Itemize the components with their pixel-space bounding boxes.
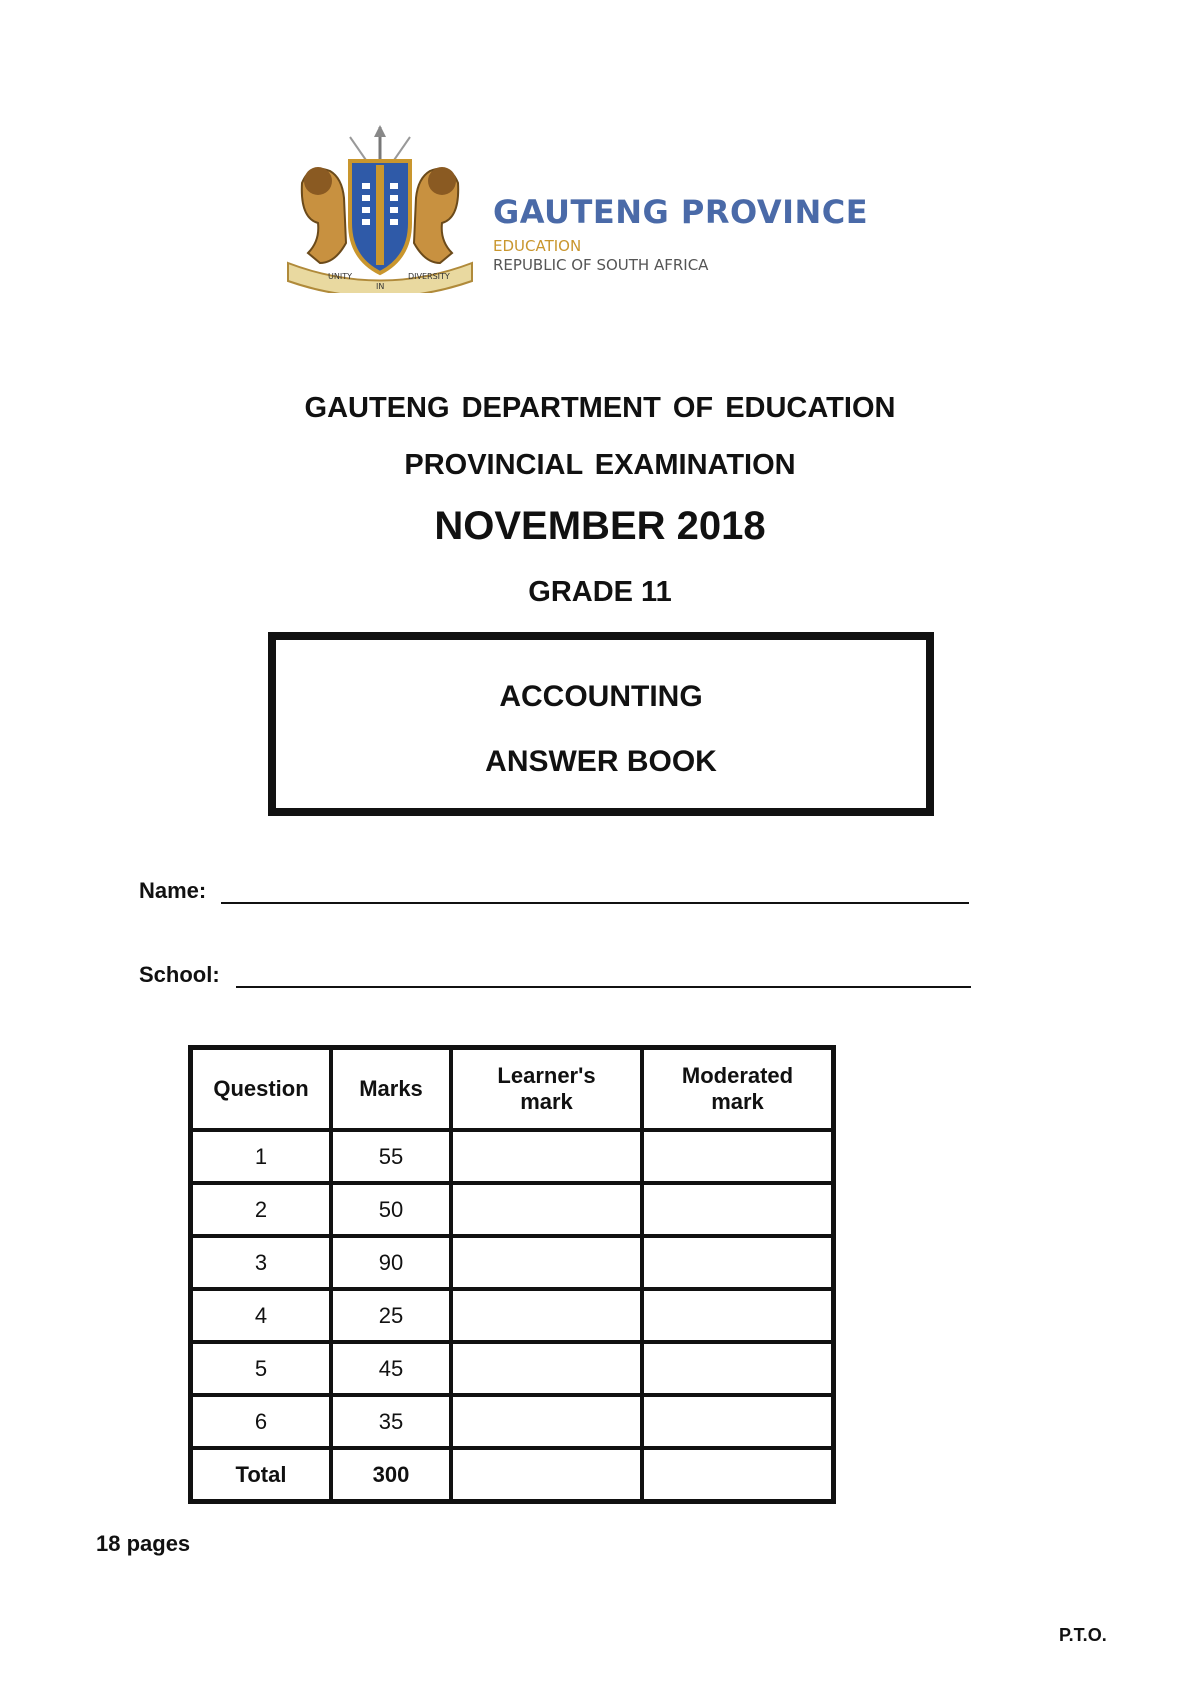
marks-cell: 35 xyxy=(331,1395,451,1448)
page-count: 18 pages xyxy=(96,1531,191,1556)
school-label: School: xyxy=(139,962,220,987)
moderated-mark-cell[interactable] xyxy=(642,1395,834,1448)
question-cell: 2 xyxy=(191,1183,332,1236)
learners-mark-cell[interactable] xyxy=(451,1395,642,1448)
moderated-mark-cell[interactable] xyxy=(642,1342,834,1395)
exam-date-heading: NOVEMBER 2018 xyxy=(434,504,766,548)
subject-title: ACCOUNTING xyxy=(499,680,703,713)
table-header-row xyxy=(191,1048,834,1131)
moderated-mark-cell[interactable] xyxy=(642,1289,834,1342)
learners-mark-cell[interactable] xyxy=(451,1183,642,1236)
gauteng-education-logo xyxy=(260,118,869,298)
header-moderated-mark-text: Moderated mark xyxy=(681,1063,794,1114)
question-cell: 1 xyxy=(191,1130,332,1183)
marks-table xyxy=(188,1045,836,1504)
moderated-mark-cell[interactable] xyxy=(642,1130,834,1183)
header-question: Question xyxy=(191,1048,332,1131)
logo-text xyxy=(493,193,868,274)
booklet-title: ANSWER BOOK xyxy=(485,745,717,778)
marks-cell: 90 xyxy=(331,1236,451,1289)
department-heading: GAUTENG DEPARTMENT OF EDUCATION xyxy=(304,392,896,424)
total-marks-cell: 300 xyxy=(331,1448,451,1502)
logo-title: GAUTENG PROVINCE xyxy=(493,193,869,231)
learners-mark-cell[interactable] xyxy=(451,1289,642,1342)
total-label-cell: Total xyxy=(191,1448,332,1502)
question-cell: 5 xyxy=(191,1342,332,1395)
header-learners-mark-text: Learner's mark xyxy=(497,1063,596,1114)
marks-cell: 50 xyxy=(331,1183,451,1236)
question-cell: 3 xyxy=(191,1236,332,1289)
school-field[interactable] xyxy=(139,962,220,988)
crest-motto-mid: IN xyxy=(376,282,385,291)
name-label: Name: xyxy=(139,878,207,903)
moderated-mark-cell[interactable] xyxy=(642,1183,834,1236)
name-field[interactable] xyxy=(139,878,206,904)
table-row xyxy=(191,1395,834,1448)
exam-heading: PROVINCIAL EXAMINATION xyxy=(404,449,796,481)
school-underline[interactable] xyxy=(236,986,971,988)
moderated-total-cell[interactable] xyxy=(642,1448,834,1502)
header-moderated-mark xyxy=(642,1048,834,1131)
table-total-row xyxy=(191,1448,834,1502)
learners-mark-cell[interactable] xyxy=(451,1342,642,1395)
question-cell: 4 xyxy=(191,1289,332,1342)
coat-of-arms-icon xyxy=(280,123,480,293)
learners-total-cell[interactable] xyxy=(451,1448,642,1502)
learners-mark-cell[interactable] xyxy=(451,1130,642,1183)
marks-cell: 45 xyxy=(331,1342,451,1395)
moderated-mark-cell[interactable] xyxy=(642,1236,834,1289)
crest-motto-right: DIVERSITY xyxy=(408,272,450,281)
table-row xyxy=(191,1130,834,1183)
crest-motto-left: UNITY xyxy=(328,272,352,281)
subject-box xyxy=(268,632,934,816)
logo-subtitle-education: EDUCATION xyxy=(493,237,582,255)
logo-subtitle-country: REPUBLIC OF SOUTH AFRICA xyxy=(493,256,709,274)
question-cell: 6 xyxy=(191,1395,332,1448)
header-learners-mark xyxy=(451,1048,642,1131)
grade-heading: GRADE 11 xyxy=(528,576,672,608)
learners-mark-cell[interactable] xyxy=(451,1236,642,1289)
please-turn-over: P.T.O. xyxy=(1059,1625,1107,1645)
table-row xyxy=(191,1289,834,1342)
table-row xyxy=(191,1183,834,1236)
table-row xyxy=(191,1236,834,1289)
marks-cell: 25 xyxy=(331,1289,451,1342)
header-marks: Marks xyxy=(331,1048,451,1131)
table-row xyxy=(191,1342,834,1395)
name-underline[interactable] xyxy=(221,902,969,904)
marks-cell: 55 xyxy=(331,1130,451,1183)
